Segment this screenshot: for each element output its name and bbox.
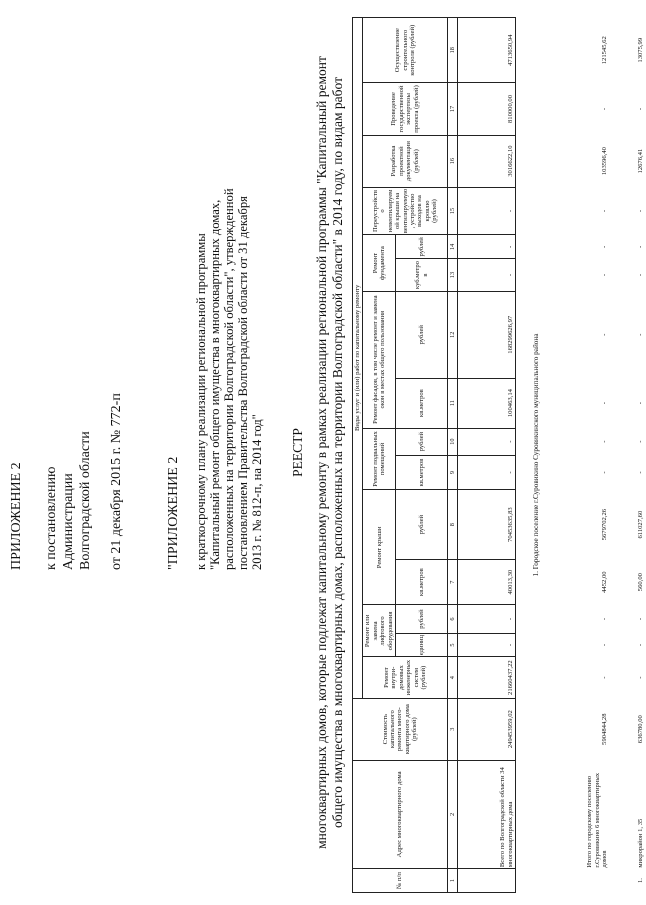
row-value: 636780,00 — [637, 715, 645, 744]
row-address: микрорайон 1, 35 — [637, 818, 645, 868]
appendix-date-line: от 21 декабря 2015 г. № 772-п — [109, 393, 124, 570]
table-row — [458, 18, 516, 893]
header-roof-rub: рублей — [396, 490, 448, 559]
column-number: 14 — [448, 235, 458, 259]
column-number: 18 — [448, 18, 458, 83]
row-num — [558, 869, 610, 893]
header-elevator-rub: рублей — [396, 605, 448, 633]
column-number: 11 — [448, 378, 458, 428]
appendix-line-3: Волгоградской области — [78, 431, 93, 570]
header-basement: Ремонт подвальных помещений — [363, 428, 396, 490]
row-value: 5904844,28 — [601, 713, 609, 745]
column-number: 3 — [448, 698, 458, 760]
row-value: 4452,00 — [601, 571, 609, 593]
registry-line-1: многоквартирных домов, которые подлежат капитальному ремонту в рамках реализации региональной программы "Капитальный ремонт — [314, 56, 329, 849]
header-design: Разработка проектной документации (рублей) — [363, 135, 448, 187]
row-value: - — [637, 617, 645, 621]
row-value: - — [601, 209, 609, 213]
header-expertise: Проведение государственной экспертизы проекта (рублей) — [363, 83, 448, 135]
header-works: Виды услуг и (или) работ по капитальному ремонту — [353, 18, 363, 699]
column-number: 2 — [448, 760, 458, 869]
header-cost: Стоимость капитального ремонта много-квартирного дома (рублей) — [353, 698, 448, 760]
row-value: - — [637, 107, 645, 111]
row-value: 611027,60 — [637, 510, 645, 539]
plan-line: к краткосрочному плану реализации региональной программы — [194, 233, 208, 570]
header-foundation: Ремонт фундамента — [363, 235, 396, 291]
row-value: 810000,00 — [458, 83, 516, 135]
header-elevator: Ремонт или замена лифтового оборудования — [363, 605, 396, 657]
row-value: - — [458, 259, 516, 292]
row-value: - — [637, 676, 645, 679]
appendix-title: ПРИЛОЖЕНИЕ 2 — [9, 462, 24, 570]
column-number: 7 — [448, 559, 458, 605]
row-value: - — [637, 333, 645, 336]
section-label: 1. Городское поселение г.Суровикино Суровикинского муниципального района — [532, 333, 541, 577]
row-address: Всего по Волгоградской области 34 многоквартирных дома — [458, 760, 516, 869]
row-value: - — [637, 245, 645, 248]
row-num: 1. — [637, 878, 645, 884]
row-value: - — [601, 440, 609, 443]
column-number: 12 — [448, 291, 458, 378]
header-facade-rub: рублей — [396, 291, 448, 378]
registry-title — [290, 0, 346, 905]
column-number-row — [448, 18, 458, 893]
header-facade-sqm: кв.метров — [396, 378, 448, 428]
row-value: 168299626,97 — [458, 291, 516, 378]
column-number: 13 — [448, 259, 458, 292]
row-value: 4713650,94 — [458, 18, 516, 83]
row-address: Итого по городскому поселению г.Суровикино 6 многоквартирных домов — [586, 772, 609, 868]
header-vent: Переустройство невентилируемой крыши на вентилируемую, устройство выходов на кровлю (рублей) — [363, 187, 448, 235]
registry-table — [352, 17, 646, 893]
row-value: - — [601, 617, 609, 621]
row-value: - — [637, 643, 645, 647]
row-value: 121545,62 — [601, 36, 609, 65]
header-facade: Ремонт фасадов, в том числе ремонт и замена окон в местах общего пользования — [363, 291, 396, 428]
column-number: 16 — [448, 135, 458, 187]
registry-word: РЕЕСТР — [290, 428, 305, 477]
appendix-header — [8, 393, 125, 570]
column-number: 1 — [448, 869, 458, 893]
plan-reference — [165, 10, 264, 570]
row-value: 70453635,83 — [458, 490, 516, 559]
row-value: - — [601, 471, 609, 474]
plan-line: постановлением Правительства Волгоградской области от 31 декабря — [236, 196, 250, 570]
row-value: 100463,14 — [458, 378, 516, 428]
row-value: 12676,41 — [637, 148, 645, 174]
row-value: - — [601, 273, 609, 277]
row-value: 249453959,02 — [458, 698, 516, 760]
row-value: - — [458, 455, 516, 490]
plan-line: "Капитальный ремонт общего имущества в многоквартирных домах, — [208, 199, 222, 570]
header-basement-rub: рублей — [396, 428, 448, 455]
plan-title: "ПРИЛОЖЕНИЕ 2 — [166, 456, 181, 570]
row-num — [458, 869, 516, 893]
row-value: - — [637, 440, 645, 443]
header-roof-sqm: кв.метров — [396, 559, 448, 605]
row-value: 21660437,22 — [458, 657, 516, 698]
column-number: 8 — [448, 490, 458, 559]
column-number: 6 — [448, 605, 458, 633]
column-number: 10 — [448, 428, 458, 455]
header-num: № п/п — [353, 869, 448, 893]
row-value: 13075,99 — [637, 37, 645, 63]
row-value: - — [601, 107, 609, 111]
plan-line: 2013 г. № 812-п, на 2014 год" — [250, 414, 264, 570]
row-value: - — [637, 273, 645, 277]
row-value: 40013,30 — [458, 559, 516, 605]
row-value: 103596,40 — [601, 147, 609, 176]
column-number: 9 — [448, 455, 458, 490]
registry-line-2: общего имущества в многоквартирных домах, расположенных на территории Волгоградской области" в 2014 году, по видам работ — [330, 76, 345, 829]
row-value: - — [601, 333, 609, 336]
row-value: - — [458, 428, 516, 455]
row-value: - — [458, 235, 516, 259]
header-roof: Ремонт крыши — [363, 490, 396, 605]
row-value: 3016622,10 — [458, 135, 516, 187]
header-basement-sqm: кв.метров — [396, 455, 448, 490]
column-number: 17 — [448, 83, 458, 135]
plan-line: расположенных на территории Волгоградской области", утвержденной — [222, 188, 236, 570]
appendix-line-1: к постановлению — [44, 466, 59, 570]
row-value: - — [458, 605, 516, 633]
row-value: - — [601, 676, 609, 679]
header-address: Адрес многоквартирного дома — [353, 760, 448, 869]
column-number: 5 — [448, 633, 458, 657]
row-value: - — [458, 633, 516, 657]
row-value: - — [601, 245, 609, 248]
table-row — [610, 18, 646, 893]
column-number: 15 — [448, 187, 458, 235]
row-value: - — [637, 401, 645, 405]
header-elevator-units: единиц — [396, 633, 448, 657]
row-value: - — [637, 471, 645, 474]
header-foundation-cubic: куб.метров — [396, 259, 448, 292]
row-value: - — [601, 401, 609, 405]
appendix-line-2: Администрации — [61, 473, 76, 570]
header-engineering: Ремонт внутри-домовых инженерных систем (рублей) — [363, 657, 448, 698]
header-control: Осуществление строительного контроля (рублей) — [363, 18, 448, 83]
header-foundation-rub: рублей — [396, 235, 448, 259]
row-value: - — [601, 643, 609, 647]
row-value: 560,00 — [637, 573, 645, 592]
section-row — [516, 18, 558, 893]
row-value: - — [458, 187, 516, 235]
table-row — [558, 18, 610, 893]
row-value: 5679702,26 — [601, 508, 609, 541]
column-number: 4 — [448, 657, 458, 698]
row-value: - — [637, 209, 645, 213]
